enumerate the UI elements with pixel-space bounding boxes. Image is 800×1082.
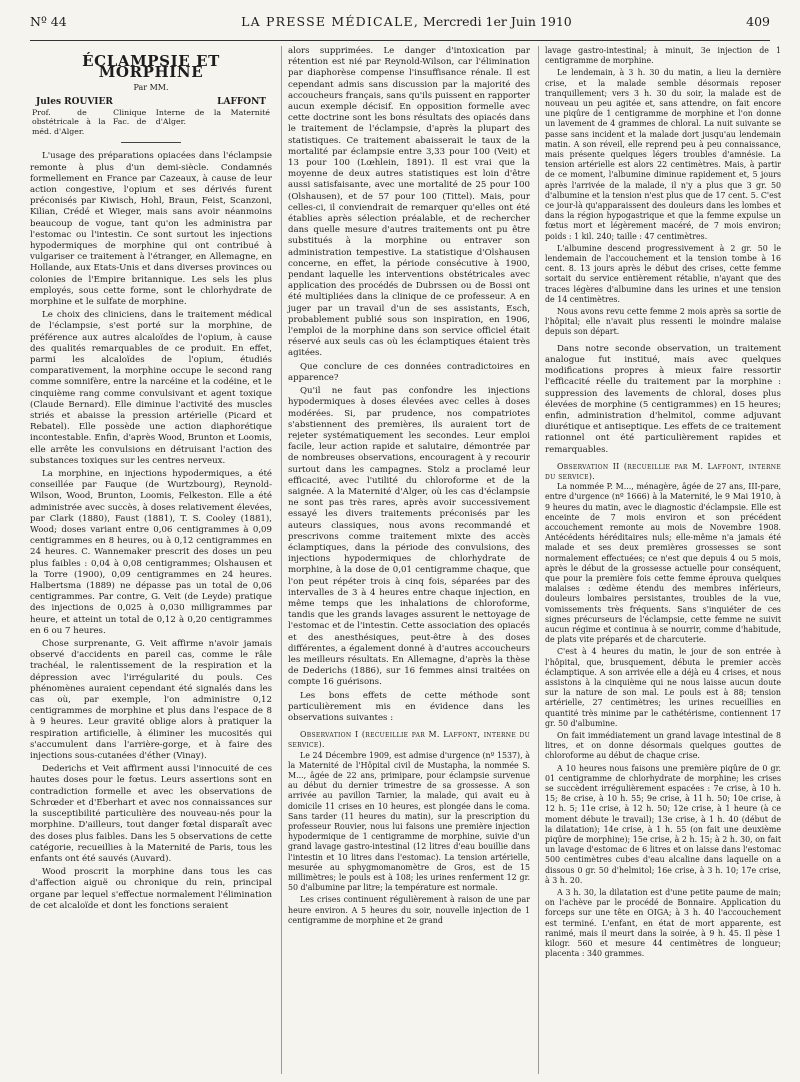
paragraph: A 10 heures nous faisons une première piqûre de 0 gr. 01 centigramme de chlorhydrate de morphine; les crises se succèdent irrégulièrement espacées : 7e crise, à 10 h. 15; 8e crise, à 10 h. 55; 9e crise, à 11 h. 50; 10e crise, à 12 h. 5; 11e crise, à 12 h. 50; 12e crise, à 1 heure (à ce moment débute le travail); 13e crise, à 1 h. 40 (début de la dilatation); 14e crise, à 1 h. 55 (on fait une deuxième piqûre de morphine); 15e crise, à 2 h. 15; à 2 h. 30, on fait un lavage d'estomac de 6 litres et on laisse dans l'estomac 500 centimètres cubes d'eau alcaline dans laquelle on a dissous 0 gr. 50 d'helmitol; 16e crise, à 3 h. 10; 17e crise, à 3 h. 20. bbox=[545, 763, 781, 885]
observation-1 bbox=[288, 751, 530, 926]
paragraph: Le choix des cliniciens, dans le traitement médical de l'éclampsie, s'est porté sur la morphine, de préférence aux autres alcaloïdes de l'opium, à cause des qualités remarquables de ce produit. En effet, parmi les alcaloïdes de l'opium, étudiés comparativement, la morphine occupe le second rang comme somnifère, entre la narcéine et la codéine, et le cinquième rang comme convulsivant et agent toxique (Claude Bernard). Elle diminue l'activité des muscles striés et abaisse la pression artérielle (Picard et Rebatel). Elle possède une action diaphorétique incontestable. Enfin, d'après Wood, Brunton et Loomis, elle arrête les convulsions en détruisant l'action des substances toxiques sur les centres nerveux. bbox=[30, 310, 272, 466]
journal-title-line bbox=[241, 14, 572, 29]
paragraph: La morphine, en injections hypodermiques, a été conseillée par Fauque (de Wurtzbourg), Reynold-Wilson, Wood, Brunton, Loomis, Felkeston. Elle a été administrée avec succès, à doses relativement élevées, par Clark (1880), Faust (1881), T. S. Cooley (1881), Wood; doses variant entre 0,06 centigrammes à 0,09 centigrammes en 8 heures, ou à 0,12 centigrammes en 24 heures. C. Wannemaker prescrit des doses un peu plus faibles : 0,04 à 0,08 centigrammes; Olshausen et la Torre (1900), 0,09 centigrammes en 24 heures. Halbertsma (1889) ne dépasse pas un total de 0,06 centigrammes. Par contre, G. Veit (de Leyde) pratique des injections de 0,025 à 0,030 milligrammes par heure, et atteint un total de 0,12 à 0,20 centigrammes en 6 ou 7 heures. bbox=[30, 469, 272, 636]
paragraph: Le 24 Décembre 1909, est admise d'urgence (nº 1537), à la Maternité de l'Hôpital civil de Mustapha, la nommée S. M..., âgée de 22 ans, primipare, pour éclampsie survenue au début du dernier trimestre de sa grossesse. A son arrivée au pavillon Tarnier, la malade, qui avait eu à domicile 11 crises en 10 heures, est plongée dans le coma. Sans tarder (11 heures du matin), sur la prescription du professeur Rouvier, nous lui faisons une première injection hypodermique de 1 centigramme de morphine, suivie d'un grand lavage gastro-intestinal (12 litres d'eau bouillie dans l'intestin et 10 litres dans l'estomac). La tension artérielle, mesurée au sphygmomanomètre de Gros, est de 15 millimètres; le pouls est à 108; les urines renferment 12 gr. 50 d'albumine par litre; la température est normale. bbox=[288, 750, 530, 893]
paragraph: On fait immédiatement un grand lavage intestinal de 8 litres, et on donne désormais quelques gouttes de chloroforme au début de chaque crise. bbox=[545, 731, 781, 761]
affiliation-laffont: Interne de la Maternité d'Alger. bbox=[155, 107, 270, 127]
observation-1-heading: Observation I (recueillie par M. Laffont, interne du service). bbox=[288, 730, 530, 750]
paragraph: A 3 h. 30, la dilatation est d'une petite paume de main; on l'achève par le procédé de Bonnaire. Application du forceps sur une tête en OIGA; à 3 h. 40 l'accouchement est terminé. L'enfant, en état de mort apparente, est ranimé, mais il meurt dans la soirée, à 9 h. 45. Il pèse 1 kilogr. 560 et mesure 44 centimètres de longueur; placenta : 340 grammes. bbox=[545, 888, 781, 959]
observation-2 bbox=[545, 482, 781, 959]
paragraph: Dans notre seconde observation, un traitement analogue fut institué, mais avec quelques modifications propres à mieux faire ressortir l'efficacité réelle du traitement par la morphine : suppression des lavements de chloral, doses plus élevées de morphine (5 centigrammes) en 15 heures; enfin, administration d'helmitol, comme adjuvant diurétique et antiseptique. Les effets de ce traitement rationnel ont été particulièrement rapides et remarquables. bbox=[545, 343, 781, 455]
paragraph: Wood proscrit la morphine dans tous les cas d'affection aiguë ou chronique du rein, principal organe par lequel s'effectue normalement l'élimination de cet alcaloïde et dont les fonctions seraient bbox=[30, 867, 272, 911]
paragraph: Le lendemain, à 3 h. 30 du matin, a lieu la dernière crise, et la malade semble désormais reposer tranquillement; vers 3 h. 30 du soir, la malade est de nouveau un peu agitée et, sans attendre, on fait encore une piqûre de 1 centigramme de morphine et l'on donne un lavement de 4 grammes de chloral. La nuit suivante se passe sans incident et la malade dort jusqu'au lendemain matin. A son réveil, elle reprend peu à peu connaissance, mais présente quelques légers troubles d'amnésie. La tension artérielle est alors 22 centimètres. Mais, à partir de ce moment, l'albumine diminue rapidement et, 5 jours après l'arrivée de la malade, il n'y a plus que 3 gr. 50 d'albumine et la tension n'est plus que de 17 cent. 5. C'est ce jour-là qu'apparaissent des douleurs dans les lombes et dans la région hypogastrique et que la femme expulse un fœtus mort et légèrement macéré, de 7 mois environ; poids : 1 kil. 240; taille : 47 centimètres. bbox=[545, 68, 781, 241]
author-rouvier: Jules ROUVIER bbox=[36, 96, 113, 107]
paragraph: alors supprimées. Le danger d'intoxication par rétention est nié par Reynold-Wilson, car l'élimination par diaphorèse compense l'insuffisance rénale. Il est cependant admis sans discussion par la majorité des accoucheurs français, sans qu'ils puissent en rapporter aucun exemple décisif. En opposition formelle avec cette doctrine sont les bons résultats des opiacés dans le traitement de l'éclampsie, d'après la plupart des statistiques. Ce traitement abaisserait le taux de la mortalité par éclampsie entre 3,33 pour 100 (Veit) et 13 pour 100 (Lœhlein, 1891). Il est vrai que la moyenne de deux autres statistiques est loin d'être aussi satisfaisante, avec une mortalité de 25 pour 100 (Olshausen), et de 57 pour 100 (Tittel). Mais, pour celles-ci, il conviendrait de remarquer qu'elles ont été établies après sélection préalable, et de rechercher dans quelle mesure d'autres traitements ont pu être substitués à la morphine ou entraver son administration tempestive. La statistique d'Olshausen concerne, en effet, la période consécutive à 1900, pendant laquelle les interventions obstétricales avec application des procédés de Dubrssen ou de Bossi ont été multipliées dans la clinique de ce professeur. A en juger par un travail d'un de ses assistants, Esch, probablement publié sous son inspiration, en 1906, l'emploi de la morphine dans son service officiel était réservé aux seuls cas où les éclamptiques étaient très agitées. bbox=[288, 46, 530, 359]
authors-intro: Par MM. bbox=[133, 83, 169, 93]
paragraph: C'est à 4 heures du matin, le jour de son entrée à l'hôpital, que, brusquement, débuta le premier accès éclamptique. A son arrivée elle a déjà eu 4 crises, et nous assistons à la cinquième qui ne nous laisse aucun doute sur la nature de son mal. Le pouls est à 88; tension artérielle, 27 centimètres; les urines recueillies en quantité très minime par le cathétérisme, contiennent 17 gr. 50 d'albumine. bbox=[545, 647, 781, 728]
paragraph: Les crises continuent régulièrement à raison de une par heure environ. A 5 heures du soir, nouvelle injection de 1 centigramme de morphine et 2e grand bbox=[288, 895, 530, 925]
page-header bbox=[30, 14, 770, 41]
author-laffont: LAFFONT bbox=[217, 96, 266, 107]
page-number: 409 bbox=[746, 14, 770, 29]
paragraph: L'albumine descend progressivement à 2 gr. 50 le lendemain de l'accouchement et la tension tombe à 16 cent. 8. 13 jours après le début des crises, cette femme sortait du service entièrement rétablie, n'ayant que des traces légères d'albumine dans les urines et une tension de 14 centimètres. bbox=[545, 243, 781, 304]
paragraph: lavage gastro-intestinal; à minuit, 3e injection de 1 centigramme de morphine. bbox=[545, 46, 781, 66]
article-title: ÉCLAMPSIE ET MORPHINE bbox=[82, 52, 220, 82]
column-3 bbox=[538, 46, 781, 1074]
issue-number: Nº 44 bbox=[30, 14, 67, 29]
paragraph: Les bons effets de cette méthode sont particulièrement mis en évidence dans les observations suivantes : bbox=[288, 690, 530, 723]
paragraph: Chose surprenante, G. Veit affirme n'avoir jamais observé d'accidents en pareil cas, comme le râle trachéal, le ralentissement de la respiration et la dépression avec l'irrégularité du pouls. Ces phénomènes auraient cependant été signalés dans les cas où, par exemple, l'on administre 0,12 centigrammes de morphine et plus dans l'espace de 8 à 9 heures. Leur gravité oblige alors à pratiquer la respiration artificielle, à éliminer les mucosités qui s'accumulent dans l'arrière-gorge, et à faire des injections sous-cutanées d'éther (Vinay). bbox=[30, 639, 272, 762]
issue-date: Mercredi 1er Juin 1910 bbox=[423, 14, 572, 29]
affiliation-rouvier: Prof. de Clinique obstétricale à la Fac. de méd. d'Alger. bbox=[32, 107, 147, 136]
paragraph: Qu'il ne faut pas confondre les injections hypodermiques à doses élevées avec celles à doses modérées. Si, par prudence, nos compatriotes s'abstiennent des premières, ils auraient tort de rejeter systématiquement les secondes. Leur emploi facile, leur action rapide et salutaire, démontrée par de nombreuses observations, encouragent à y recourir surtout dans les campagnes. Stolz a proclamé leur efficacité, avec l'utilité du chloroforme et de la saignée. A la Maternité d'Alger, où les cas d'éclampsie ne sont pas très rares, après avoir successivement essayé les divers traitements préconisés par les auteurs classiques, nous avons recommandé et prescrivons comme traitement mixte des accès éclamptiques, dans la période des convulsions, des injections hypodermiques de chlorhydrate de morphine, à la dose de 0,01 centigramme chaque, que l'on peut répéter trois à cinq fois, séparées par des intervalles de 3 à 4 heures entre chaque injection, en même temps que les inhalations de chloroforme, tandis que les grands lavages assurent le nettoyage de l'estomac et de l'intestin. Cette association des opiacés et des anesthésiques, peut-être à des doses différentes, a également donné à d'autres accoucheurs les meilleurs résultats. En Allemagne, d'après la thèse de Dederichs (1886), sur 16 femmes ainsi traitées on compte 16 guérisons. bbox=[288, 386, 530, 688]
column-1 bbox=[30, 46, 272, 1074]
observation-2-heading: Observation II (recueillie par M. Laffont, interne du service). bbox=[545, 461, 781, 481]
column-2 bbox=[281, 46, 530, 1074]
observation-1-continued bbox=[545, 46, 781, 338]
paragraph: La nommée P. M..., ménagère, âgée de 27 ans, III-pare, entre d'urgence (nº 1666) à la Maternité, le 9 Mai 1910, à 9 heures du matin, avec le diagnostic d'éclampsie. Elle est enceinte de 7 mois environ et son précédent accouchement remonte au mois de Novembre 1908. Antécédents héréditaires nuls; elle-même n'a jamais été malade et ses deux premières grossesses se sont normalement effectuées; ce n'est que depuis 4 ou 5 mois, après le début de la grossesse actuelle pour conséquent, que pour la première fois cette femme éprouva quelques malaises : œdème étendu des membres inférieurs, douleurs lombaires persistantes, troubles de la vue, vomissements très fréquents. Sans s'inquiéter de ces signes précurseurs de l'éclampsie, cette femme ne suivit aucun régime et continua à se nourrir, comme d'habitude, de plats vite préparés et de charcuterie. bbox=[545, 482, 781, 645]
paragraph: Que conclure de ces données contradictoires en apparence? bbox=[288, 361, 530, 383]
paragraph: Dederichs et Veit affirment aussi l'innocuité de ces hautes doses pour le fœtus. Leurs assertions sont en contradiction formelle et avec les observations de Schrœder et d'Eberhart et avec nos connaissances sur la susceptibilité particulière des nouveau-nés pour la morphine. D'ailleurs, tout danger fœtal disparaît avec des doses plus faibles. Dans les 5 observations de cette catégorie, recueillies à la Maternité de Paris, tous les enfants ont été sauvés (Auvard). bbox=[30, 764, 272, 864]
journal-title: LA PRESSE MÉDICALE, bbox=[241, 14, 420, 29]
affiliations bbox=[30, 108, 272, 137]
paragraph: Nous avons revu cette femme 2 mois après sa sortie de l'hôpital; elle n'avait plus ressenti le moindre malaise depuis son départ. bbox=[545, 307, 781, 337]
title-rule bbox=[121, 142, 181, 143]
paragraph: L'usage des préparations opiacées dans l'éclampsie remonte à plus d'un demi-siècle. Condamnés formellement en France par Cazeaux, à cause de leur action congestive, l'opium et ses dérivés furent préconisés par Kiwisch, Hohl, Braun, Feist, Scanzoni, Kilian, Crédé et Wieger, mais sans avoir néanmoins beaucoup de vogue, tant qu'on les administra par l'estomac ou l'intestin. Ce sont surtout les injections hypodermiques de morphine qui ont contribué à vulgariser ce traitement à l'étranger, en Allemagne, en Hollande, aux Etats-Unis et dans diverses provinces ou colonies de l'Empire britannique. Les sels les plus employés, sous cette forme, sont le chlorhydrate de morphine et le sulfate de morphine. bbox=[30, 151, 272, 307]
authors bbox=[30, 97, 272, 108]
